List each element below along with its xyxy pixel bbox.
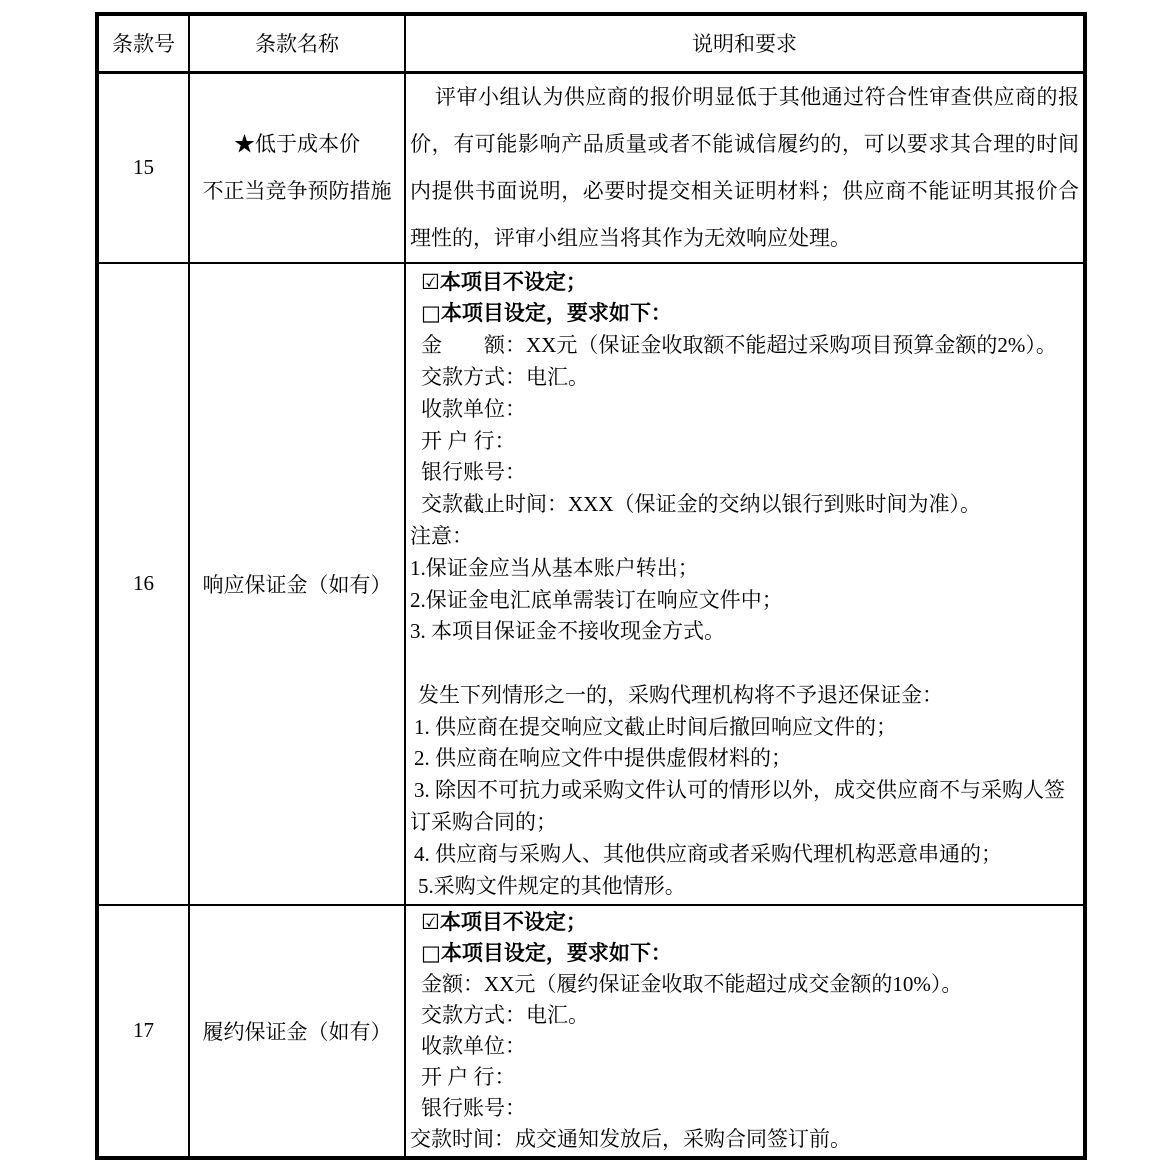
clause-number: 17 (97, 905, 189, 1158)
option-not-set-label: 本项目不设定； (439, 269, 587, 294)
text-line: 收款单位： (421, 396, 526, 421)
clause-name-line: 不正当竞争预防措施 (202, 178, 392, 203)
text-line: 2. 供应商在响应文件中提供虚假材料的； (414, 746, 792, 771)
text-line: 5.采购文件规定的其他情形。 (418, 873, 686, 898)
text-line: 4. 供应商与采购人、其他供应商或者采购代理机构恶意串通的； (414, 841, 1002, 866)
description-paragraph: 评审小组认为供应商的报价明显低于其他通过符合性审查供应商的报价，有可能影响产品质量或者不能诚信履约的，可以要求其合理的时间内提供书面说明，必要时提交相关证明材料；供应商不能证明其报价合理性的，评审小组应当将其作为无效响应处理。 (410, 84, 1079, 250)
text-line: 注意： (410, 523, 473, 548)
text-line: 银行账号： (421, 460, 526, 485)
clause-name: 履约保证金（如有） (189, 905, 405, 1158)
header-requirements: 说明和要求 (405, 14, 1085, 72)
text-line: 1. 供应商在提交响应文截止时间后撤回响应文件的； (414, 714, 897, 739)
text-line: 发生下列情形之一的，采购代理机构将不予退还保证金： (418, 682, 943, 707)
clauses-table (95, 12, 1087, 1160)
text-line: 交款方式：电汇。 (421, 364, 589, 389)
option-set-line (410, 938, 1079, 969)
option-not-set-line (410, 907, 1079, 938)
text-line: 金额：XX元（履约保证金收取不能超过成交金额的10%）。 (421, 972, 963, 996)
blank-line (410, 648, 1079, 680)
text-line: 交款时间：成交通知发放后，采购合同签订前。 (410, 1127, 851, 1151)
checkbox-checked-icon: ☑ (421, 910, 440, 934)
option-not-set-label: 本项目不设定； (439, 910, 587, 934)
clause-description (405, 263, 1085, 905)
text-line: 开 户 行： (421, 1065, 516, 1089)
clause-number: 15 (97, 72, 189, 263)
text-line: 开 户 行： (421, 428, 516, 453)
text-line: 3. 本项目保证金不接收现金方式。 (410, 619, 725, 644)
text-line: 交款截止时间：XXX（保证金的交纳以银行到账时间为准）。 (421, 492, 981, 517)
option-set-label: 本项目设定，要求如下： (440, 941, 672, 965)
clause-name (189, 72, 405, 263)
header-clause-name: 条款名称 (189, 14, 405, 72)
clause-row-16 (97, 263, 1085, 905)
text-line: 交款方式：电汇。 (421, 1003, 589, 1027)
checkbox-unchecked-icon: □ (421, 941, 441, 965)
option-not-set-line (410, 267, 1079, 299)
clause-number: 16 (97, 263, 189, 905)
clause-row-17 (97, 905, 1085, 1158)
header-clause-number: 条款号 (97, 14, 189, 72)
clause-name: 响应保证金（如有） (189, 263, 405, 905)
text-line: 金 额：XX元（保证金收取额不能超过采购项目预算金额的2%）。 (421, 333, 1057, 358)
text-line: 银行账号： (421, 1096, 526, 1120)
clause-name-line: ★低于成本价 (234, 131, 360, 156)
text-line: 1.保证金应当从基本账户转出； (410, 555, 699, 580)
option-set-label: 本项目设定，要求如下： (440, 301, 672, 326)
clause-description (405, 72, 1085, 263)
text-line: 3. 除因不可抗力或采购文件认可的情形以外，成交供应商不与采购人签订采购合同的； (410, 778, 1065, 835)
text-line: 收款单位： (421, 1034, 526, 1058)
text-line: 2.保证金电汇底单需装订在响应文件中； (410, 587, 783, 612)
clause-row-15 (97, 72, 1085, 263)
clause-description (405, 905, 1085, 1158)
checkbox-checked-icon: ☑ (421, 269, 440, 294)
option-set-line (410, 298, 1079, 330)
checkbox-unchecked-icon: □ (421, 301, 441, 326)
table-header-row (97, 14, 1085, 72)
